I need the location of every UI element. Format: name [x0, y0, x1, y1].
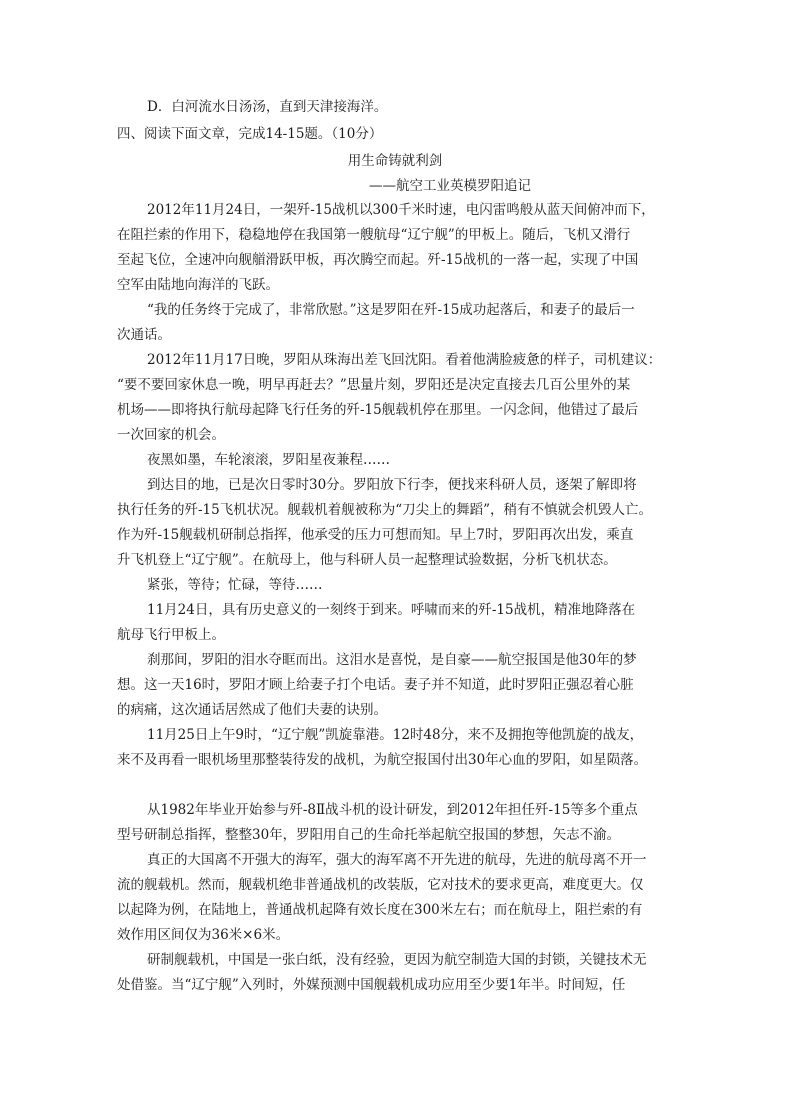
paragraph-line: 夜黑如墨，车轮滚滚，罗阳星夜兼程……: [147, 452, 390, 468]
paragraph-line: 一次回家的机会。: [117, 427, 225, 443]
paragraph-line: 执行任务的歼-15飞机状况。舰载机着舰被称为“刀尖上的舞蹈”，稍有不慎就会机毁人亡。: [117, 502, 653, 518]
paragraph-line: 刹那间，罗阳的泪水夺眶而出。这泪水是喜悦，是自豪——航空报国是他30年的梦: [147, 652, 637, 668]
paragraph-line: 想。这一天16时，罗阳才顾上给妻子打个电话。妻子并不知道，此时罗阳正强忍着心脏: [117, 677, 634, 693]
paragraph-line: 到达目的地，已是次日零时30分。罗阳放下行李，便找来科研人员，逐架了解即将: [147, 477, 637, 493]
paragraph-line: 作为歼-15舰载机研制总指挥，他承受的压力可想而知。早上7时，罗阳再次出发，乘直: [117, 527, 634, 543]
paragraph-line: 研制舰载机，中国是一张白纸，没有经验，更因为航空制造大国的封锁，关键技术无: [147, 952, 647, 968]
paragraph-line: 在阻拦索的作用下，稳稳地停在我国第一艘航母“辽宁舰”的甲板上。随后，飞机又滑行: [117, 227, 631, 243]
paragraph-line: 11月25日上午9时，“辽宁舰”凯旋靠港。12时48分，来不及拥抱等他凯旋的战友，: [147, 727, 644, 743]
article-title: 用生命铸就利剑: [347, 153, 443, 169]
paragraph-line: 效作用区间仅为36米×6米。: [117, 927, 290, 943]
paragraph-line: 航母飞行甲板上。: [117, 627, 225, 643]
paragraph-line: 空军由陆地向海洋的飞跃。: [117, 277, 279, 293]
paragraph-line: 来不及再看一眼机场里那整装待发的战机，为航空报国付出30年心血的罗阳，如星陨落。: [117, 752, 648, 768]
paragraph-line: “要不要回家休息一晚，明早再赶去？”思量片刻，罗阳还是决定直接去几百公里外的某: [117, 377, 631, 393]
paragraph-line: “我的任务终于完成了，非常欣慰。”这是罗阳在歼-15成功起落后，和妻子的最后一: [147, 302, 635, 318]
paragraph-line: 2012年11月17日晚，罗阳从珠海出差飞回沈阳。看着他满脸疲惫的样子，司机建议：: [147, 352, 662, 368]
paragraph-line: 至起飞位，全速冲向舰艏滑跃甲板，再次腾空而起。歼-15战机的一落一起，实现了中国: [117, 252, 639, 268]
paragraph-line: 型号研制总指挥，整整30年，罗阳用自己的生命托举起航空报国的梦想，矢志不渝。: [117, 827, 621, 843]
paragraph-line: 次通话。: [117, 327, 171, 343]
paragraph-line: 的病痛，这次通话居然成了他们夫妻的诀别。: [117, 702, 387, 718]
paragraph-line: 以起降为例，在陆地上，普通战机起降有效长度在300米左右；而在航母上，阻拦索的有: [117, 902, 643, 918]
paragraph-line: 11月24日，具有历史意义的一刻终于到来。呼啸而来的歼-15战机，精准地降落在: [147, 602, 636, 618]
paragraph-line: 真正的大国离不开强大的海军，强大的海军离不开先进的航母，先进的航母离不开一: [147, 852, 647, 868]
section-header: 四、阅读下面文章，完成14-15题。（10分）: [117, 126, 383, 142]
paragraph-line: 流的舰载机。然而，舰载机绝非普通战机的改装版，它对技术的要求更高，难度更大。仅: [117, 877, 644, 893]
paragraph-line: 紧张，等待；忙碌，等待……: [147, 577, 323, 593]
option-d: D．白河流水日汤汤，直到天津接海洋。: [147, 99, 388, 115]
paragraph-line: 从1982年毕业开始参与歼-8Ⅱ战斗机的设计研发，到2012年担任歼-15等多个重点: [147, 802, 638, 818]
paragraph-line: 2012年11月24日，一架歼-15战机以300千米时速，电闪雷鸣般从蓝天间俯冲而下，: [147, 202, 655, 218]
paragraph-line: 处借鉴。当“辽宁舰”入列时，外媒预测中国舰载机成功应用至少要1年半。时间短，任: [117, 977, 626, 993]
paragraph-line: 升飞机登上“辽宁舰”。在航母上，他与科研人员一起整理试验数据，分析飞机状态。: [117, 552, 617, 568]
paragraph-line: 机场——即将执行航母起降飞行任务的歼-15舰载机停在那里。一闪念间，他错过了最后: [117, 402, 639, 418]
article-subtitle: ——航空工业英模罗阳追记: [369, 178, 531, 194]
